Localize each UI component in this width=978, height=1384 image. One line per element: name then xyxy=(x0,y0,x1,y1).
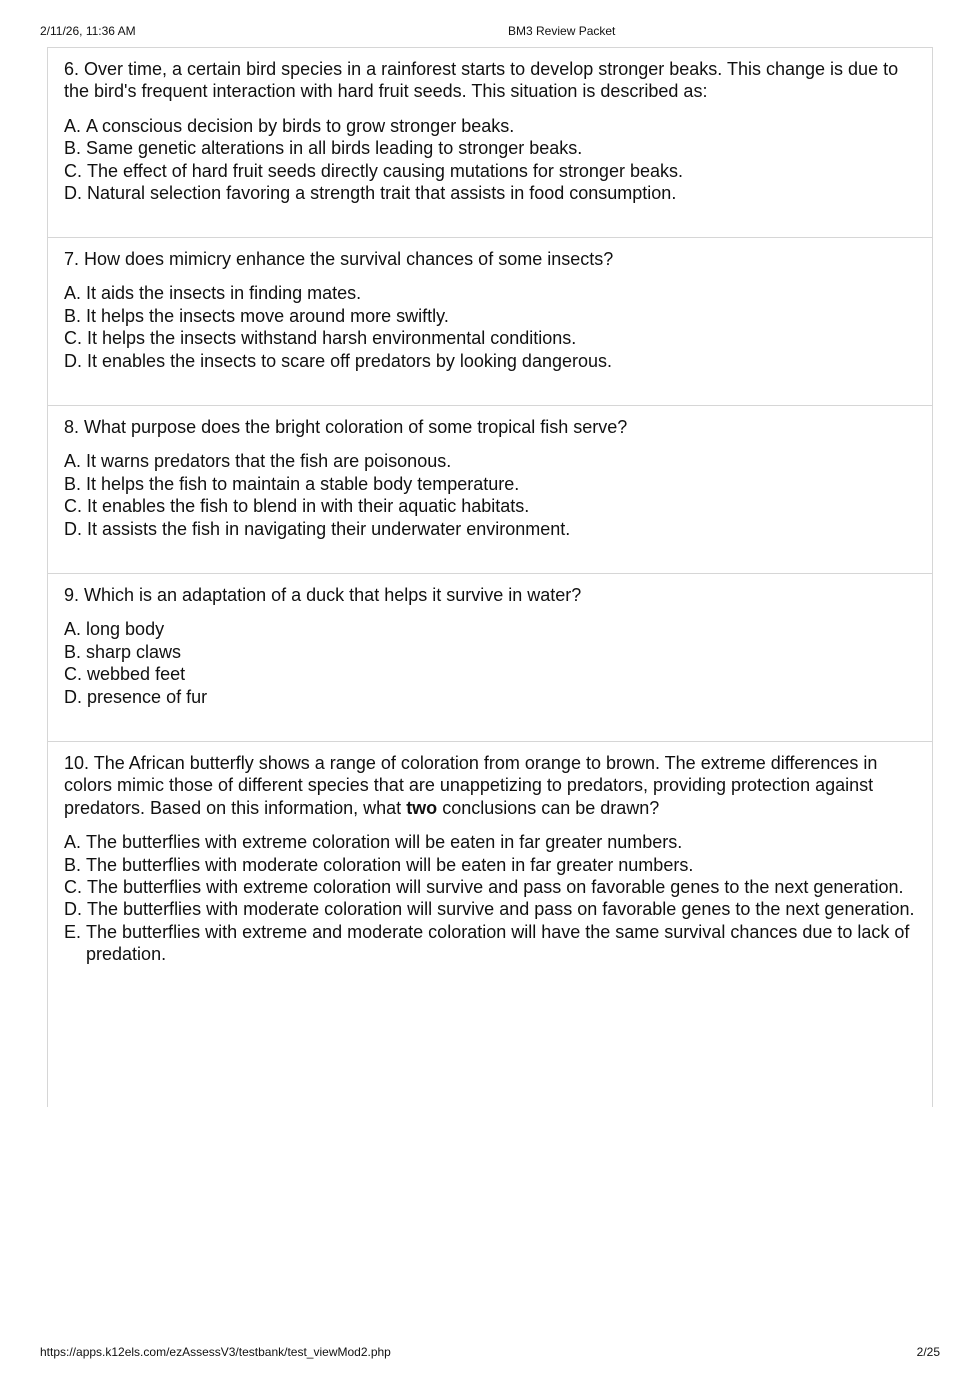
choice-d xyxy=(64,686,916,708)
question-stem: 7. How does mimicry enhance the survival chances of some insects? xyxy=(64,249,614,269)
question-list xyxy=(47,47,933,1107)
choice-text: The butterflies with moderate coloration will survive and pass on favorable genes to the next generation. xyxy=(87,899,915,920)
choice-text: A conscious decision by birds to grow stronger beaks. xyxy=(86,115,515,136)
answer-choices xyxy=(64,618,916,708)
answer-choices xyxy=(64,831,916,965)
choice-d xyxy=(64,518,916,540)
choice-text: It aids the insects in finding mates. xyxy=(86,283,362,304)
choice-a xyxy=(64,831,916,853)
choice-c xyxy=(64,160,916,182)
choice-text: It warns predators that the fish are poisonous. xyxy=(86,451,452,472)
question-9 xyxy=(48,574,932,742)
question-stem: 8. What purpose does the bright coloration of some tropical fish serve? xyxy=(64,417,628,437)
choice-letter: C. xyxy=(64,328,88,349)
choice-c xyxy=(64,327,916,349)
choice-text: long body xyxy=(86,619,165,640)
choice-letter: D. xyxy=(64,350,88,371)
source-url: https://apps.k12els.com/ezAssessV3/testbank/test_viewMod2.php xyxy=(40,1345,391,1359)
choice-a xyxy=(64,618,916,640)
question-stem: 9. Which is an adaptation of a duck that helps it survive in water? xyxy=(64,585,582,605)
choice-letter: D. xyxy=(64,686,88,707)
choice-letter: B. xyxy=(64,138,87,159)
choice-letter: C. xyxy=(64,160,88,181)
question-10 xyxy=(48,752,932,1102)
choice-b xyxy=(64,473,916,495)
choice-c xyxy=(64,495,916,517)
choice-letter: A. xyxy=(64,451,87,472)
choice-text: It enables the fish to blend in with their aquatic habitats. xyxy=(87,496,530,517)
question-7 xyxy=(48,238,932,406)
answer-choices xyxy=(64,282,916,372)
question-stem: 6. Over time, a certain bird species in a rainforest starts to develop stronger beaks. This change is due to the bird's frequent interaction with hard fruit seeds. This situation is described as: xyxy=(64,59,899,102)
choice-text: It assists the fish in navigating their underwater environment. xyxy=(87,518,571,539)
choice-text: The effect of hard fruit seeds directly causing mutations for stronger beaks. xyxy=(87,160,683,181)
page-footer xyxy=(40,1345,940,1363)
stem-emphasis: two xyxy=(406,797,438,818)
choice-d xyxy=(64,898,916,920)
choice-letter: A. xyxy=(64,283,87,304)
stem-text-before: 10. The African butterfly shows a range of coloration from orange to brown. The extreme differences in colors mimic those of different species that are unappetizing to predators, providing protection against predators. Based on this information, what xyxy=(64,753,878,818)
choice-letter: E. xyxy=(64,921,87,942)
choice-text: It helps the insects move around more swiftly. xyxy=(86,305,449,326)
choice-letter: C. xyxy=(64,877,88,898)
choice-text: It helps the fish to maintain a stable body temperature. xyxy=(86,473,520,494)
choice-a xyxy=(64,282,916,304)
choice-text: It helps the insects withstand harsh environmental conditions. xyxy=(87,328,577,349)
page-header xyxy=(40,24,940,42)
choice-e xyxy=(64,921,916,966)
choice-text: presence of fur xyxy=(87,686,208,707)
question-body xyxy=(64,238,916,372)
choice-letter: A. xyxy=(64,619,87,640)
page-number: 2/25 xyxy=(916,1345,940,1359)
question-body xyxy=(64,406,916,540)
document-title: BM3 Review Packet xyxy=(508,24,616,38)
choice-letter: A. xyxy=(64,115,87,136)
choice-letter: D. xyxy=(64,518,88,539)
choice-letter: D. xyxy=(64,899,88,920)
choice-text: The butterflies with moderate coloration will be eaten in far greater numbers. xyxy=(86,854,694,875)
choice-a xyxy=(64,115,916,137)
choice-text: It enables the insects to scare off predators by looking dangerous. xyxy=(87,350,613,371)
choice-d xyxy=(64,350,916,372)
choice-text: sharp claws xyxy=(86,641,182,662)
choice-letter: B. xyxy=(64,854,87,875)
choice-letter: B. xyxy=(64,641,87,662)
choice-b xyxy=(64,137,916,159)
question-6 xyxy=(48,58,932,238)
question-8 xyxy=(48,406,932,574)
choice-text: The butterflies with extreme coloration will survive and pass on favorable genes to the next generation. xyxy=(87,877,904,898)
choice-text: Natural selection favoring a strength trait that assists in food consumption. xyxy=(87,183,677,204)
choice-a xyxy=(64,450,916,472)
choice-c xyxy=(64,663,916,685)
choice-c xyxy=(64,876,916,898)
answer-choices xyxy=(64,450,916,540)
choice-text: webbed feet xyxy=(87,664,186,685)
choice-letter: B. xyxy=(64,305,87,326)
choice-b xyxy=(64,641,916,663)
choice-letter: D. xyxy=(64,183,88,204)
choice-letter: A. xyxy=(64,832,87,853)
choice-letter: C. xyxy=(64,496,88,517)
choice-b xyxy=(64,854,916,876)
question-body xyxy=(64,574,916,708)
choice-text: The butterflies with extreme and moderate coloration will have the same survival chances due to lack of predation. xyxy=(86,921,910,965)
choice-text: The butterflies with extreme coloration will be eaten in far greater numbers. xyxy=(86,832,683,853)
choice-text: Same genetic alterations in all birds leading to stronger beaks. xyxy=(86,138,583,159)
question-stem xyxy=(64,752,916,819)
answer-choices xyxy=(64,115,916,205)
choice-letter: C. xyxy=(64,664,88,685)
stem-text-after: conclusions can be drawn? xyxy=(437,797,660,818)
print-datetime: 2/11/26, 11:36 AM xyxy=(40,24,136,38)
choice-letter: B. xyxy=(64,473,87,494)
choice-d xyxy=(64,182,916,204)
choice-b xyxy=(64,305,916,327)
